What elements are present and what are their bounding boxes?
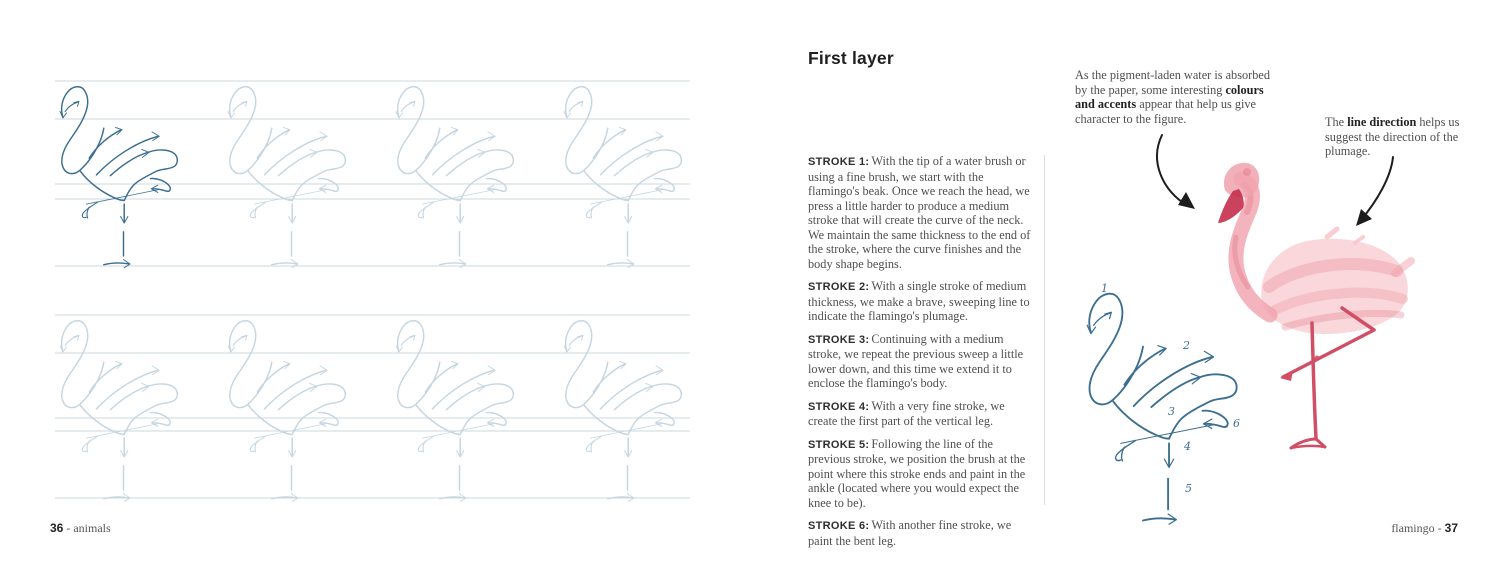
annotation-arrows	[1157, 135, 1393, 226]
watercolor-flamingo	[1218, 163, 1411, 448]
stroke-4-paragraph: STROKE 4: With a very fine stroke, we create the first part of the vertical leg.	[808, 398, 1005, 428]
stroke-number-2: 2	[1183, 339, 1190, 352]
flamingo-example-sketch	[60, 87, 177, 268]
stroke-5-paragraph: STROKE 5: Following the line of the previous stroke, we position the brush at the point where this stroke ends and paint in the ankle (located where you would expect the knee to be).	[808, 436, 1026, 510]
flamingo-illustration	[1055, 115, 1475, 545]
note-colours-accents: As the pigment-laden water is absorbed by the paper, some interesting colours and accents appear that help us give character to the figure.	[1075, 68, 1270, 126]
flamingo-practice-sketch	[396, 87, 513, 268]
stroke-number-1: 1	[1101, 282, 1108, 295]
stroke-number-5: 5	[1185, 482, 1192, 495]
stroke-instructions	[808, 154, 1036, 556]
stroke-number-4: 4	[1184, 440, 1191, 453]
flamingo-numbered-sketch	[1087, 294, 1236, 524]
page-number-right: flamingo - 37	[1391, 521, 1458, 535]
practice-sheet	[40, 60, 700, 540]
flamingo-practice-sketch	[564, 321, 681, 502]
stroke-1-paragraph: STROKE 1: With the tip of a water brush or using a fine brush, we start with the flamingo's beak. Once we reach the head, we press a little harder to produce a medium stroke that will create the curve of the neck. We maintain the same thickness to the end of the stroke, where the curve finishes and the body shape begins.	[808, 154, 1031, 271]
note-line-direction: The line direction helps us suggest the direction of the plumage.	[1325, 115, 1460, 159]
stroke-2-paragraph: STROKE 2: With a single stroke of medium thickness, we make a brave, sweeping line to indicate the flamingo's plumage.	[808, 279, 1030, 323]
flamingo-practice-sketch	[564, 87, 681, 268]
column-divider	[1044, 155, 1045, 505]
page-title: First layer	[808, 48, 894, 68]
stroke-6-paragraph: STROKE 6: With another fine stroke, we paint the bent leg.	[808, 518, 1012, 548]
page-number-left: 36 - animals	[50, 521, 111, 535]
flamingo-practice-sketch	[228, 321, 345, 502]
stroke-3-paragraph: STROKE 3: Continuing with a medium stroke, we repeat the previous sweep a little lower down, and this time we extend it to enclose the flamingo's body.	[808, 331, 1024, 390]
flamingo-practice-sketch	[60, 321, 177, 502]
flamingo-practice-sketch	[396, 321, 513, 502]
ruled-guidelines	[55, 81, 690, 498]
flamingo-practice-sketch	[228, 87, 345, 268]
stroke-number-6: 6	[1233, 417, 1240, 430]
arrow-head-icon	[1356, 209, 1372, 226]
stroke-number-3: 3	[1168, 405, 1175, 418]
